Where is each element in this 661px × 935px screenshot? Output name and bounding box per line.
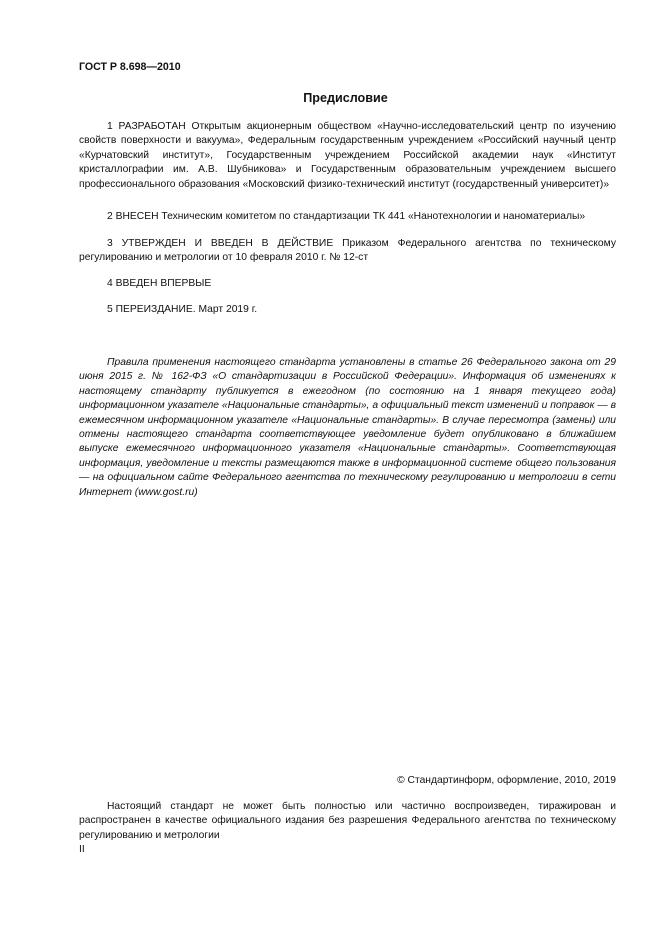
- standard-application-notice: Правила применения настоящего стандарта установлены в статье 26 Федерального закона от 29 июня 2015 г. № 162-ФЗ «О стандартизации в Российской Федерации». Информация об изменениях к настоящему стандарту публикуется в ежегодном (по состоянию на 1 января текущего года) информационном указателе «Национальные стандарты», а официальный текст изменений и поправок — в ежемесячном информационном указателе «Национальные стандарты». В случае пересмотра (замены) или отмены настоящего стандарта соответствующее уведомление будет опубликовано в ближайшем выпуске ежемесячного информационного указателя «Национальные стандарты». Соответствующая информация, уведомление и тексты размещаются также в информационной системе общего пользования — на официальном сайте Федерального агентства по техническому регулированию и метрологии в сети Интернет (www.gost.ru): [79, 357, 616, 498]
- preface-item-1: 1 РАЗРАБОТАН Открытым акционерным обществом «Научно-исследовательский центр по изучению свойств поверхности и вакуума», Федеральным государственным учреждением «Российский научный центр «Курчатовский институт», Государственным учреждением Российской академии наук «Институт кристаллографии им. А.В. Шубникова» и Государственным образовательным учреждением высшего профессионального образования «Московский физико-технический институт (государственный университет)»: [79, 121, 616, 190]
- preface-title: Предисловие: [303, 91, 388, 105]
- preface-item-2: 2 ВНЕСЕН Техническим комитетом по стандартизации ТК 441 «Нанотехнологии и наноматериалы»: [107, 211, 586, 222]
- page-number: II: [79, 844, 85, 855]
- copyright-line: © Стандартинформ, оформление, 2010, 2019: [397, 775, 616, 786]
- document-header-code: ГОСТ Р 8.698—2010: [79, 61, 181, 73]
- reproduction-legal-notice: Настоящий стандарт не может быть полностью или частично воспроизведен, тиражирован и распространен в качестве официального издания без разрешения Федерального агентства по техническому регулированию и метрологии: [79, 801, 616, 841]
- preface-item-3: 3 УТВЕРЖДЕН И ВВЕДЕН В ДЕЙСТВИЕ Приказом Федерального агентства по техническому регулированию и метрологии от 10 февраля 2010 г. № 12-ст: [79, 238, 616, 264]
- preface-item-4: 4 ВВЕДЕН ВПЕРВЫЕ: [107, 278, 212, 289]
- preface-item-5: 5 ПЕРЕИЗДАНИЕ. Март 2019 г.: [107, 304, 258, 315]
